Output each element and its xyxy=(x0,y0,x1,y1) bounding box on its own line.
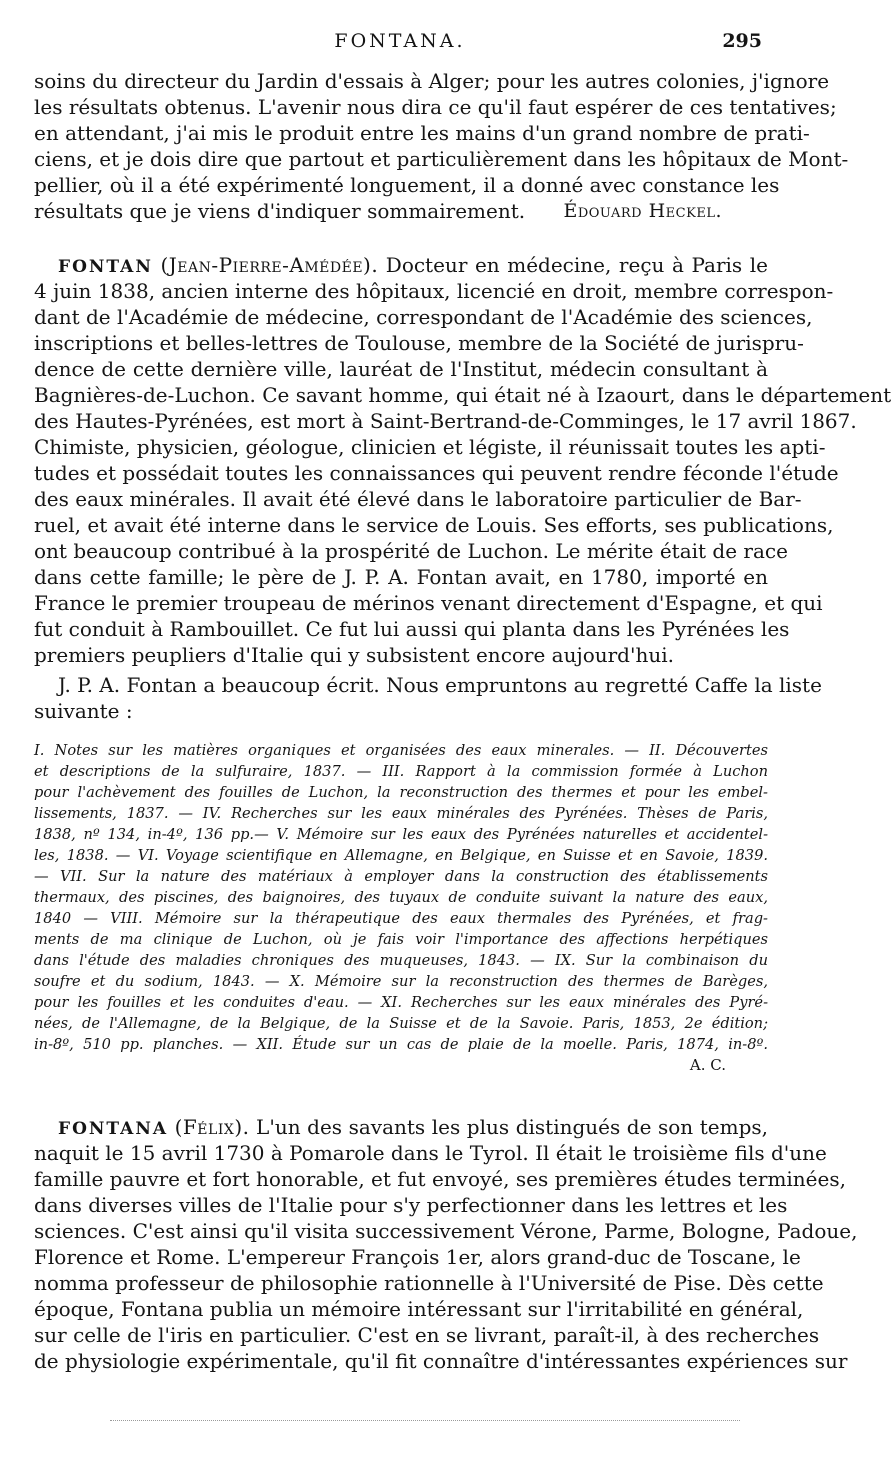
text-line: dence de cette dernière ville, lauréat de l'Institut, médecin consultant à xyxy=(34,357,768,381)
author-signature: Édouard Heckel. xyxy=(563,200,722,222)
text-line: tudes et possédait toutes les connaissances qui peuvent rendre féconde l'étude xyxy=(34,461,839,485)
text-line: des eaux minérales. Il avait été élevé dans le laboratoire particulier de Bar- xyxy=(34,487,802,511)
bibliography-line: soufre et du sodium, 1843. — X. Mémoire sur la reconstruction des thermes de Barèges, xyxy=(34,973,768,990)
text-line: Florence et Rome. L'empereur François 1er, alors grand-duc de Toscane, le xyxy=(34,1245,801,1269)
bibliography-line: dans l'étude des maladies chroniques des muqueuses, 1843. — IX. Sur la combinaison du xyxy=(34,952,768,969)
text-line: ruel, et avait été interne dans le service de Louis. Ses efforts, ses publications, xyxy=(34,513,834,537)
text-line: ciens, et je dois dire que partout et particulièrement dans les hôpitaux de Mont- xyxy=(34,147,849,171)
text-line: des Hautes-Pyrénées, est mort à Saint-Bertrand-de-Comminges, le 17 avril 1867. xyxy=(34,409,857,433)
bibliography-line: thermaux, des piscines, des baignoires, des tuyaux de conduite suivant la nature des eaux, xyxy=(34,889,768,906)
entry-given-names: (Jean-Pierre-Amédée). xyxy=(160,253,379,277)
entry-first-line xyxy=(34,1114,768,1140)
text-line: dans cette famille; le père de J. P. A. Fontan avait, en 1780, importé en xyxy=(34,565,768,589)
bibliography-line: in-8º, 510 pp. planches. — XII. Étude sur un cas de plaie de la moelle. Paris, 1874, in-8º. xyxy=(34,1036,768,1053)
running-title: FONTANA. xyxy=(334,30,466,52)
scan-artifact-line xyxy=(110,1420,740,1423)
text-line: soins du directeur du Jardin d'essais à Alger; pour les autres colonies, j'ignore xyxy=(34,69,830,93)
bibliography-signature: A. C. xyxy=(689,1056,726,1074)
page-number: 295 xyxy=(722,30,762,52)
text-line: famille pauvre et fort honorable, et fut envoyé, ses premières études terminées, xyxy=(34,1167,846,1191)
entry-first-line xyxy=(34,252,768,278)
bibliography-line: pour l'achèvement des fouilles de Luchon, la reconstruction des thermes et pour les embel- xyxy=(34,784,768,801)
text-line: naquit le 15 avril 1730 à Pomarole dans le Tyrol. Il était le troisième fils d'une xyxy=(34,1141,827,1165)
text-line: résultats que je viens d'indiquer sommairement. xyxy=(34,199,526,223)
text-line: suivante : xyxy=(34,699,133,723)
bibliography-line: nées, de l'Allemagne, de la Belgique, de la Suisse et de la Savoie. Paris, 1853, 2e édition; xyxy=(34,1015,768,1032)
text-line: ont beaucoup contribué à la prospérité de Luchon. Le mérite était de race xyxy=(34,539,788,563)
entry-given-names: (Félix). xyxy=(174,1115,250,1139)
bibliography-line: pour les fouilles et les conduites d'eau. — XI. Recherches sur les eaux minérales des Pyré- xyxy=(34,994,768,1011)
text-line: fut conduit à Rambouillet. Ce fut lui aussi qui planta dans les Pyrénées les xyxy=(34,617,790,641)
text-line: en attendant, j'ai mis le produit entre les mains d'un grand nombre de prati- xyxy=(34,121,810,145)
text-line: nomma professeur de philosophie rationnelle à l'Université de Pise. Dès cette xyxy=(34,1271,824,1295)
bibliography-line: et descriptions de la sulfuraire, 1837. — III. Rapport à la commission formée à Luchon xyxy=(34,763,768,780)
text-line: premiers peupliers d'Italie qui y subsistent encore aujourd'hui. xyxy=(34,643,674,667)
bibliography-line: lissements, 1837. — IV. Recherches sur les eaux minérales des Pyrénées. Thèses de Paris, xyxy=(34,805,768,822)
text-line: Chimiste, physicien, géologue, clinicien et légiste, il réunissait toutes les apti- xyxy=(34,435,826,459)
text-line: dant de l'Académie de médecine, correspondant de l'Académie des sciences, xyxy=(34,305,813,329)
text-line: pellier, où il a été expérimenté longuement, il a donné avec constance les xyxy=(34,173,780,197)
text-line: Bagnières-de-Luchon. Ce savant homme, qui était né à Izaourt, dans le département xyxy=(34,383,891,407)
entry-headword: FONTAN xyxy=(58,257,153,277)
bibliography-line: — VII. Sur la nature des matériaux à employer dans la construction des établissements xyxy=(34,868,768,885)
text-line: sur celle de l'iris en particulier. C'est en se livrant, paraît-il, à des recherches xyxy=(34,1323,820,1347)
text-line: 4 juin 1838, ancien interne des hôpitaux, licencié en droit, membre correspon- xyxy=(34,279,834,303)
bibliography-line: les, 1838. — VI. Voyage scientifique en Allemagne, en Belgique, en Suisse et en Savoie, 1839. xyxy=(34,847,768,864)
bibliography-line: ments de ma clinique de Luchon, où je fais voir l'importance des affections herpétiques xyxy=(34,931,768,948)
bibliography-line: I. Notes sur les matières organiques et organisées des eaux minerales. — II. Découvertes xyxy=(34,742,768,759)
text-line: J. P. A. Fontan a beaucoup écrit. Nous empruntons au regretté Caffe la liste xyxy=(58,673,822,697)
text-line: sciences. C'est ainsi qu'il visita successivement Vérone, Parme, Bologne, Padoue, xyxy=(34,1219,858,1243)
bibliography-line: 1838, nº 134, in-4º, 136 pp.— V. Mémoire sur les eaux des Pyrénées naturelles et accidentel- xyxy=(34,826,768,843)
text-line: inscriptions et belles-lettres de Toulouse, membre de la Société de jurispru- xyxy=(34,331,804,355)
entry-headword: FONTANA xyxy=(58,1119,169,1139)
running-head xyxy=(0,30,800,54)
entry-first-line-text: Docteur en médecine, reçu à Paris le xyxy=(385,253,768,277)
text-line: France le premier troupeau de mérinos venant directement d'Espagne, et qui xyxy=(34,591,823,615)
bibliography-line: 1840 — VIII. Mémoire sur la thérapeutique des eaux thermales des Pyrénées, et frag- xyxy=(34,910,768,927)
entry-first-line-text: L'un des savants les plus distingués de son temps, xyxy=(256,1115,769,1139)
text-line: dans diverses villes de l'Italie pour s'y perfectionner dans les lettres et les xyxy=(34,1193,788,1217)
text-line: les résultats obtenus. L'avenir nous dira ce qu'il faut espérer de ces tentatives; xyxy=(34,95,837,119)
text-line: de physiologie expérimentale, qu'il fit connaître d'intéressantes expériences sur xyxy=(34,1349,848,1373)
text-line: époque, Fontana publia un mémoire intéressant sur l'irritabilité en général, xyxy=(34,1297,804,1321)
